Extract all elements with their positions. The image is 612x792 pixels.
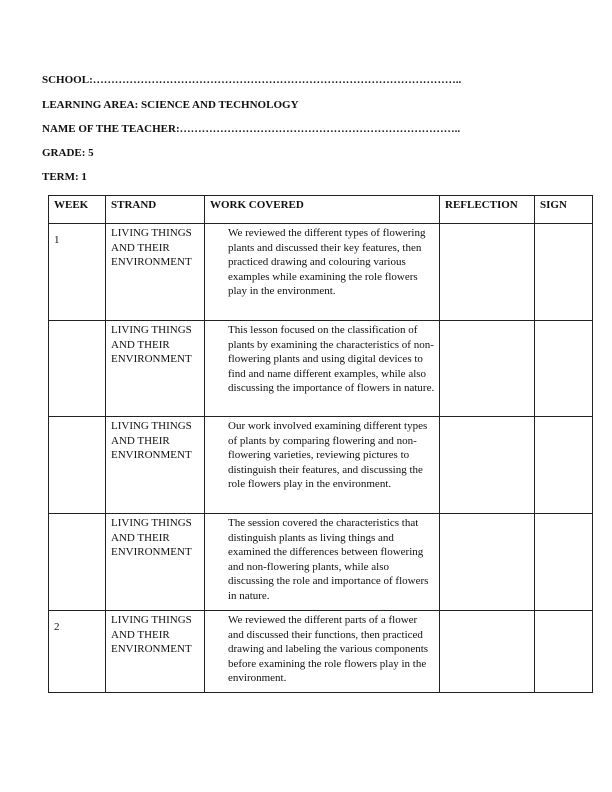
strand-cell: LIVING THINGS AND THEIR ENVIRONMENT xyxy=(106,321,205,417)
table-row xyxy=(49,417,593,514)
work-covered-cell: The session covered the characteristics that distinguish plants as living things and examined the differences between flowering and non-flowering plants, while also discussing the role and importance of flowers in nature. xyxy=(205,514,440,611)
column-header-reflection: REFLECTION xyxy=(440,196,535,224)
table-row xyxy=(49,224,593,321)
column-header-week: WEEK xyxy=(49,196,106,224)
week-cell: 2 xyxy=(49,611,106,693)
sign-cell[interactable] xyxy=(535,514,593,611)
reflection-cell[interactable] xyxy=(440,417,535,514)
work-covered-cell: We reviewed the different types of flowering plants and discussed their key features, then practiced drawing and colouring various examples while examining the role flowers play in the environment. xyxy=(205,224,440,321)
strand-cell: LIVING THINGS AND THEIR ENVIRONMENT xyxy=(106,514,205,611)
reflection-cell[interactable] xyxy=(440,611,535,693)
learning-area: LEARNING AREA: SCIENCE AND TECHNOLOGY xyxy=(42,99,299,111)
sign-cell[interactable] xyxy=(535,611,593,693)
week-cell: 1 xyxy=(49,224,106,321)
week-cell xyxy=(49,321,106,417)
table-row xyxy=(49,321,593,417)
strand-cell: LIVING THINGS AND THEIR ENVIRONMENT xyxy=(106,224,205,321)
grade: GRADE: 5 xyxy=(42,147,94,159)
column-header-strand: STRAND xyxy=(106,196,205,224)
work-covered-cell: We reviewed the different parts of a flower and discussed their functions, then practiced drawing and labeling the various components before examining the role flowers play in the environment. xyxy=(205,611,440,693)
week-cell xyxy=(49,514,106,611)
work-covered-cell: Our work involved examining different types of plants by comparing flowering and non-flowering varieties, reviewing pictures to distinguish their features, and discussing the role flowers play in the environment. xyxy=(205,417,440,514)
table-row xyxy=(49,611,593,693)
strand-cell: LIVING THINGS AND THEIR ENVIRONMENT xyxy=(106,611,205,693)
reflection-cell[interactable] xyxy=(440,224,535,321)
records-of-work-table xyxy=(48,195,593,693)
sign-cell[interactable] xyxy=(535,224,593,321)
term: TERM: 1 xyxy=(42,171,87,183)
table-row xyxy=(49,514,593,611)
teacher-name-field: NAME OF THE TEACHER:………………………………………………………………….. xyxy=(42,123,461,135)
sign-cell[interactable] xyxy=(535,417,593,514)
sign-cell[interactable] xyxy=(535,321,593,417)
strand-cell: LIVING THINGS AND THEIR ENVIRONMENT xyxy=(106,417,205,514)
work-covered-cell: This lesson focused on the classification of plants by examining the characteristics of non-flowering plants and using digital devices to find and name different examples, while also discussing the importance of flowers in nature. xyxy=(205,321,440,417)
school-field: SCHOOL:……………………………………………………………………………………….. xyxy=(42,74,462,86)
table-header-row xyxy=(49,196,593,224)
week-cell xyxy=(49,417,106,514)
column-header-work-covered: WORK COVERED xyxy=(205,196,440,224)
column-header-sign: SIGN xyxy=(535,196,593,224)
reflection-cell[interactable] xyxy=(440,514,535,611)
reflection-cell[interactable] xyxy=(440,321,535,417)
